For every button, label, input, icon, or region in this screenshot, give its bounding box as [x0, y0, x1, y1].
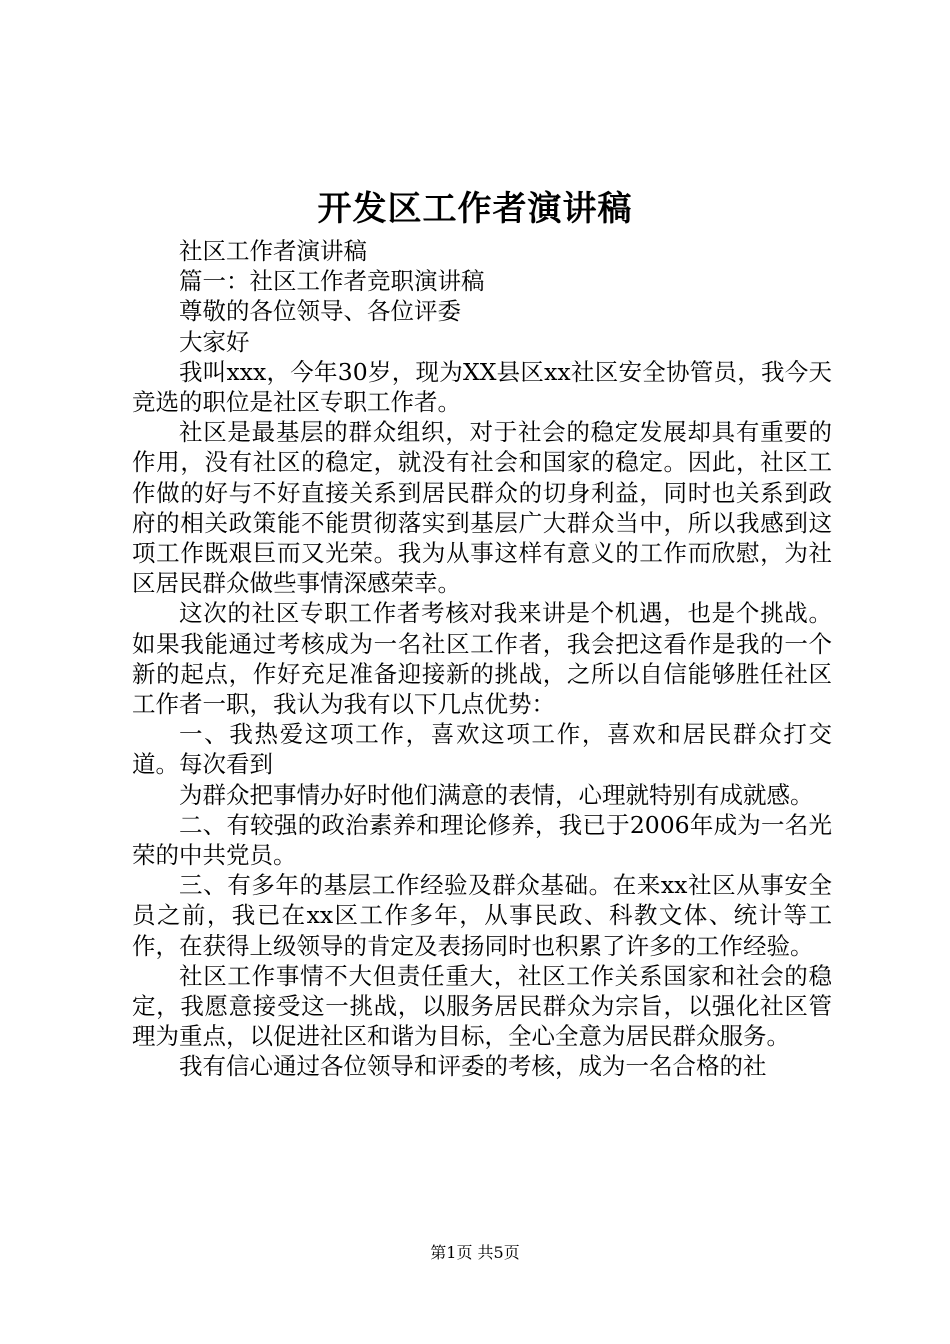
- page-footer: 第1页 共5页: [430, 1243, 520, 1262]
- paragraph-advantage-one: 一、我热爱这项工作，喜欢这项工作，喜欢和居民群众打交道。每次看到: [132, 720, 832, 779]
- document-body: [132, 236, 832, 1082]
- paragraph-salutation: 尊敬的各位领导、各位评委: [179, 297, 461, 326]
- document-title: 开发区工作者演讲稿: [317, 189, 633, 229]
- paragraph-intro-heading: 社区工作者演讲稿: [179, 237, 367, 265]
- paragraph-responsibility: 社区工作事情不大但责任重大，社区工作关系国家和社会的稳定，我愿意接受这一挑战，以服务居民群众为宗旨，以强化社区管理为重点，以促进社区和谐为目标，全心全意为居民群众服务。: [132, 961, 832, 1051]
- paragraph-confidence: 我有信心通过各位领导和评委的考核，成为一名合格的社: [179, 1052, 767, 1081]
- paragraph-advantage-two: 二、有较强的政治素养和理论修养，我已于2006年成为一名光荣的中共党员。: [132, 810, 832, 870]
- paragraph-greeting: 大家好: [179, 327, 250, 356]
- paragraph-chapter-heading: 篇一：社区工作者竞职演讲稿: [179, 267, 485, 296]
- paragraph-opportunity: 这次的社区专职工作者考核对我来讲是个机遇，也是个挑战。如果我能通过考核成为一名社区工作者，我会把这看作是我的一个新的起点，作好充足准备迎接新的挑战，之所以自信能够胜任社区工作者一职，我认为我有以下几点优势：: [132, 599, 832, 719]
- paragraph-advantage-one-continued: 为群众把事情办好时他们满意的表情，心理就特别有成就感。: [179, 780, 814, 809]
- paragraph-community-importance: 社区是最基层的群众组织，对于社会的稳定发展却具有重要的作用，没有社区的稳定，就没有社会和国家的稳定。因此，社区工作做的好与不好直接关系到居民群众的切身利益，同时也关系到政府的相关政策能不能贯彻落实到基层广大群众当中，所以我感到这项工作既艰巨而又光荣。我为从事这样有意义的工作而欣慰，为社区居民群众做些事情深感荣幸。: [132, 418, 832, 598]
- paragraph-self-introduction: 我叫xxx，今年30岁，现为XX县区xx社区安全协管员，我今天竞选的职位是社区专职工作者。: [132, 357, 832, 417]
- paragraph-advantage-three: 三、有多年的基层工作经验及群众基础。在来xx社区从事安全员之前，我已在xx区工作多年，从事民政、科教文体、统计等工作，在获得上级领导的肯定及表扬同时也积累了许多的工作经验。: [132, 871, 832, 960]
